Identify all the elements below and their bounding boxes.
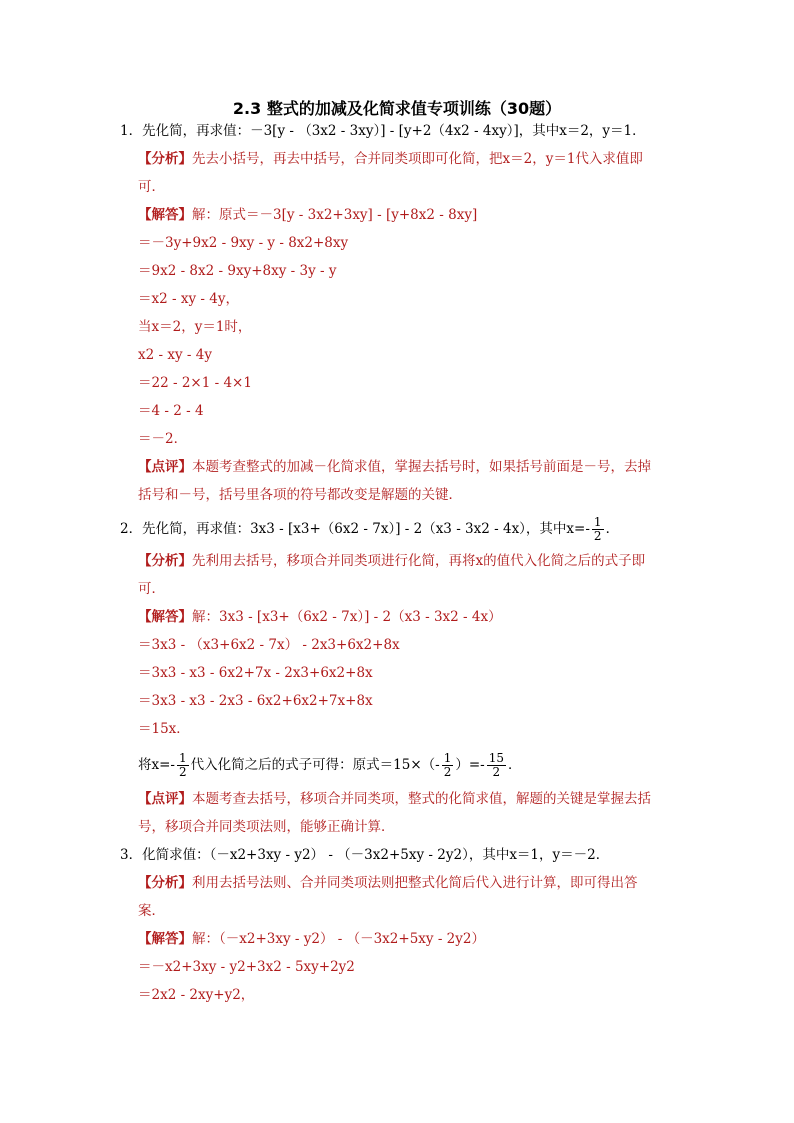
solution-line [138, 790, 651, 808]
line-text: 解：3x3 - [x3+（6x2 - 7x）] - 2（x3 - 3x2 - 4x） [192, 609, 502, 625]
solution-line [138, 458, 651, 476]
solution-line [138, 402, 204, 420]
line-text: 当x＝2，y＝1时， [138, 319, 252, 335]
section-tag: 【分析】 [138, 875, 192, 891]
section-tag: 【点评】 [138, 791, 192, 807]
line-text: ＝－2． [138, 431, 188, 447]
line-text: ＝x2 - xy - 4y， [138, 291, 239, 307]
section-tag: 【分析】 [138, 553, 192, 569]
fraction-denominator: 2 [179, 765, 187, 779]
solution-line [138, 608, 502, 626]
solution-line [138, 374, 252, 392]
fraction-numerator: 1 [443, 751, 452, 765]
fraction [177, 752, 189, 779]
solution-line [138, 234, 348, 252]
solution-line [138, 986, 254, 1004]
section-tag: 【点评】 [138, 459, 192, 475]
line-text: 利用去括号法则、合并同类项法则把整式化简后代入进行计算，即可得出答 [192, 875, 638, 891]
solution-line [138, 552, 645, 570]
question-line [120, 846, 609, 864]
line-text: 将x=- [138, 757, 175, 773]
solution-line [138, 580, 165, 598]
question-line [120, 516, 619, 543]
fraction-numerator: 15 [488, 751, 504, 765]
solution-line [138, 318, 251, 336]
line-text: 可． [138, 581, 165, 597]
solution-line [138, 206, 477, 224]
line-text: ． [605, 521, 620, 537]
line-text: 先利用去括号，移项合并同类项进行化简，再将x的值代入化简之后的式子即 [192, 553, 646, 569]
section-tag: 【分析】 [138, 151, 192, 167]
fraction-denominator: 2 [443, 765, 452, 779]
fraction-denominator: 2 [593, 529, 602, 543]
line-text: 解：原式＝－3[y - 3x2+3xy] - [y+8x2 - 8xy] [192, 207, 478, 223]
line-text: ． [508, 757, 522, 773]
solution-line [138, 262, 336, 280]
solution-line [138, 290, 239, 308]
section-tag: 【解答】 [138, 609, 192, 625]
solution-line [138, 720, 190, 738]
line-text: ＝3x3 - x3 - 6x2+7x - 2x3+6x2+8x [138, 665, 373, 681]
solution-line [138, 958, 355, 976]
question-line [120, 122, 646, 140]
solution-line [138, 930, 485, 948]
line-text: ＝－3y+9x2 - 9xy - y - 8x2+8xy [138, 235, 349, 251]
line-text: x2 - xy - 4y [138, 347, 212, 363]
line-text: ＝2x2 - 2xy+y2， [138, 987, 255, 1003]
line-text: 解：（－x2+3xy - y2） - （－3x2+5xy - 2y2） [192, 931, 485, 947]
fraction [592, 516, 604, 543]
line-text: ＝22 - 2×1 - 4×1 [138, 375, 252, 391]
line-text: 3．化简求值：（－x2+3xy - y2） - （－3x2+5xy - 2y2），其中x＝1，y＝－2． [120, 847, 610, 863]
fraction [442, 752, 454, 779]
solution-line [138, 486, 462, 504]
solution-line [138, 664, 373, 682]
solution-line [138, 178, 165, 196]
page-title: 2.3 整式的加减及化简求值专项训练（30题） [232, 99, 562, 118]
line-text: 先去小括号，再去中括号，合并同类项即可化简，把x＝2，y＝1代入求值即 [192, 151, 643, 167]
line-text: 2．先化简，再求值：3x3 - [x3+（6x2 - 7x）] - 2（x3 - 3x2 - 4x），其中x=- [120, 521, 590, 537]
line-text: 括号和－号，括号里各项的符号都改变是解题的关键． [138, 487, 462, 503]
solution-line [138, 902, 165, 920]
solution-line [138, 430, 187, 448]
line-text: 代入化简之后的式子可得：原式＝15×（- [190, 757, 440, 773]
section-tag: 【解答】 [138, 931, 192, 947]
line-text: 1．先化简，再求值：－3[y - （3x2 - 3xy）] - [y+2（4x2 - 4xy）]，其中x＝2，y＝1． [120, 123, 646, 139]
line-text: ＝15x． [138, 721, 190, 737]
line-text: ＝3x3 - （x3+6x2 - 7x） - 2x3+6x2+8x [138, 637, 400, 653]
line-text: 本题考查去括号，移项合并同类项，整式的化简求值，解题的关键是掌握去括 [192, 791, 651, 807]
section-tag: 【解答】 [138, 207, 192, 223]
solution-line [138, 150, 643, 168]
line-text: ）=- [455, 757, 485, 773]
line-text: 本题考查整式的加减－化简求值，掌握去括号时，如果括号前面是－号，去掉 [192, 459, 651, 475]
fraction-denominator: 2 [492, 765, 501, 779]
fraction-numerator: 1 [179, 751, 187, 765]
line-text: ＝3x3 - x3 - 2x3 - 6x2+6x2+7x+8x [138, 693, 373, 709]
solution-line [138, 692, 373, 710]
fraction-numerator: 1 [593, 515, 602, 529]
solution-line [138, 636, 400, 654]
solution-line [138, 818, 395, 836]
fraction [487, 752, 506, 779]
line-text: 号，移项合并同类项法则，能够正确计算． [138, 819, 395, 835]
line-text: ＝9x2 - 8x2 - 9xy+8xy - 3y - y [138, 263, 337, 279]
line-text: ＝4 - 2 - 4 [138, 403, 204, 419]
solution-line [138, 752, 522, 779]
line-text: 案． [138, 903, 165, 919]
solution-line [138, 874, 638, 892]
line-text: 可． [138, 179, 165, 195]
line-text: ＝－x2+3xy - y2+3x2 - 5xy+2y2 [138, 959, 355, 975]
solution-line [138, 346, 212, 364]
